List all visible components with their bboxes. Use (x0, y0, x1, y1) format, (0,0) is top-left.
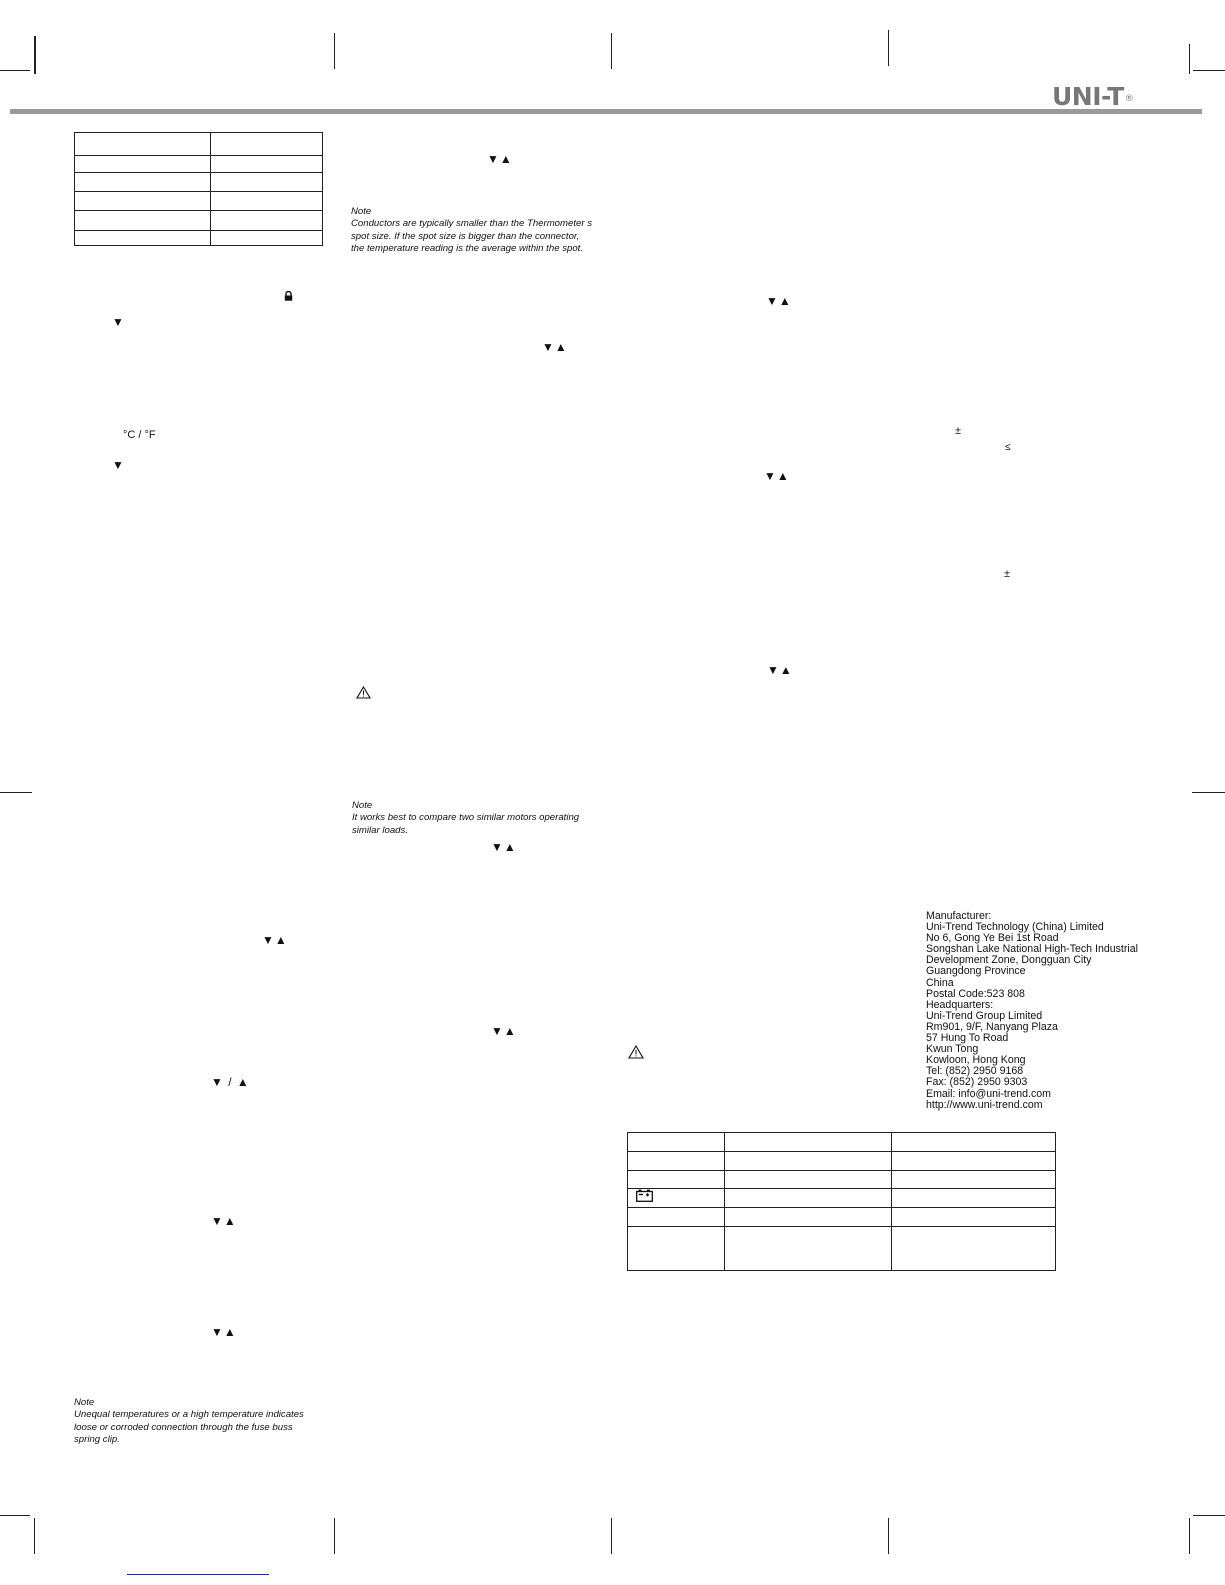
crop-mark-top-1 (334, 33, 335, 69)
warning-icon (628, 1045, 644, 1064)
crop-mark-mid-right (1192, 792, 1225, 793)
contact-line: Kowloon, Hong Kong (926, 1054, 1026, 1067)
crop-mark-top-left-h (0, 70, 30, 71)
contact-line: Kwun Tong (926, 1043, 979, 1056)
contact-line: Headquarters: (926, 998, 994, 1011)
spec-table-right (627, 1132, 1056, 1271)
note-conductors (351, 206, 592, 256)
note-fuse (74, 1397, 304, 1447)
note-line: spot size. If the spot size is bigger than the connector, (351, 230, 580, 242)
crop-mark-bottom-1 (334, 1518, 335, 1554)
contact-line: No 6, Gong Ye Bei 1st Road (926, 932, 1059, 945)
plus-minus-symbol: ± (955, 425, 962, 437)
note-line: the temperature reading is the average within the spot. (351, 243, 583, 255)
website-link[interactable]: http://www.uni-trend.com (926, 1098, 1043, 1111)
down-up-arrows-icon: ▼▲ (211, 1214, 237, 1228)
down-up-arrows-icon: ▼▲ (542, 340, 568, 354)
note-title: Note (352, 800, 373, 811)
down-up-arrows-icon: ▼▲ (767, 663, 793, 677)
contact-line: Rm901, 9/F, Nanyang Plaza (926, 1020, 1058, 1033)
note-line: loose or corroded connection through the fuse buss (74, 1421, 293, 1433)
lock-icon (284, 290, 293, 303)
battery-cell (628, 1189, 725, 1208)
down-arrow-icon: ▼ (112, 315, 125, 329)
contact-line: Postal Code:523 808 (926, 987, 1025, 1000)
down-up-arrows-icon: ▼▲ (764, 469, 790, 483)
plus-minus-symbol: ± (1004, 568, 1011, 580)
crop-mark-bottom-left-h (0, 1515, 30, 1516)
brand-logo: UNI-T® (1052, 82, 1134, 111)
crop-mark-top-3 (888, 30, 889, 66)
down-arrow-icon: ▼ (112, 458, 125, 472)
contact-line: China (926, 976, 954, 989)
email-link[interactable]: Email: info@uni-trend.com (926, 1087, 1051, 1100)
contact-line: Uni-Trend Technology (China) Limited (926, 921, 1104, 934)
down-up-arrows-icon: ▼▲ (211, 1325, 237, 1339)
crop-mark-bottom-left-v (34, 1518, 35, 1554)
footer-link-underline (127, 1574, 269, 1575)
note-title: Note (74, 1397, 95, 1408)
crop-mark-bottom-right-h (1193, 1515, 1225, 1516)
crop-mark-bottom-3 (888, 1518, 889, 1554)
down-up-arrows-icon: ▼▲ (766, 294, 792, 308)
contact-line: Uni-Trend Group Limited (926, 1009, 1043, 1022)
warning-icon (356, 686, 371, 704)
note-motors (352, 800, 579, 837)
crop-mark-top-left-v (34, 36, 36, 74)
crop-mark-top-right-v (1189, 44, 1190, 74)
down-up-arrows-icon: ▼▲ (262, 933, 288, 947)
spec-table-left (74, 132, 323, 246)
crop-mark-top-2 (611, 33, 612, 69)
crop-mark-bottom-right-v (1189, 1518, 1190, 1554)
crop-mark-top-right-h (1193, 70, 1225, 71)
contact-block (926, 911, 1138, 1111)
note-line: spring clip. (74, 1434, 120, 1446)
crop-mark-mid-left (0, 792, 32, 793)
down-up-arrows-icon: ▼▲ (491, 1024, 517, 1038)
celsius-fahrenheit-label: °C / °F (123, 429, 156, 441)
down-up-arrows-icon: ▼▲ (487, 152, 513, 166)
contact-line: Songshan Lake National High-Tech Industrial (926, 943, 1139, 956)
down-up-arrows-icon: ▼▲ (491, 840, 517, 854)
contact-line: Guangdong Province (926, 965, 1026, 978)
contact-line: Tel: (852) 2950 9168 (926, 1065, 1024, 1078)
note-line: Unequal temperatures or a high temperature indicates (74, 1409, 304, 1421)
down-up-arrows-icon: ▼ / ▲ (211, 1075, 250, 1089)
note-title: Note (351, 206, 372, 217)
note-line: Conductors are typically smaller than the Thermometer s (351, 218, 593, 230)
note-line: similar loads. (352, 824, 408, 836)
crop-mark-bottom-2 (611, 1518, 612, 1554)
battery-icon (636, 1189, 654, 1202)
contact-line: Fax: (852) 2950 9303 (926, 1076, 1028, 1089)
contact-line: Manufacturer: (926, 910, 992, 922)
contact-line: 57 Hung To Road (926, 1032, 1009, 1045)
contact-line: Development Zone, Dongguan City (926, 954, 1092, 967)
note-line: It works best to compare two similar motors operating (352, 812, 580, 824)
less-equal-symbol: ≤ (1005, 442, 1011, 453)
header-rule (10, 109, 1202, 114)
